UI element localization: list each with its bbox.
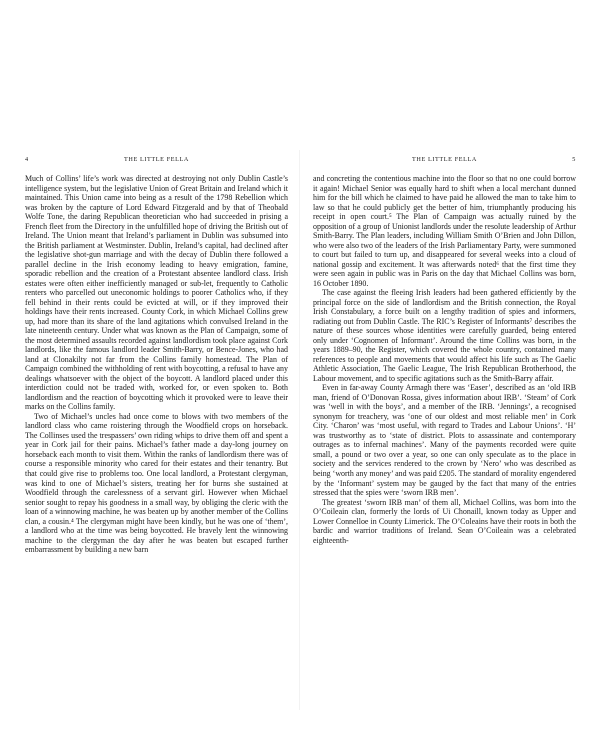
- page-number-left: 4: [25, 156, 29, 163]
- page-number-right: 5: [572, 156, 576, 163]
- right-page-header: [313, 156, 576, 168]
- right-page-body: [313, 174, 576, 545]
- left-page-header: [25, 156, 288, 168]
- paragraph: The case against the fleeing Irish leaders had been gathered efficiently by the principal force on the side of landlordism and the British connection, the Royal Irish Constabulary, a force built on a lengthy tradition of spies and informers, radiating out from Dublin Castle. The RIC’s Register of Informants⁷ describes the nature of these sources whose identities were carefully guarded, being entered only under ‘Cognomen of Informant’. Around the time Collins was born, in the years 1889–90, the Register, which covered the whole country, contained many references to people and movements that would affect his life such as The Gaelic Athletic Association, The Gaelic League, The Irish Republican Brotherhood, the Labour movement, and to specific agitations such as the Smith-Barry affair.: [313, 288, 576, 383]
- left-page: [25, 156, 288, 555]
- paragraph: and concreting the contentious machine into the floor so that no one could borrow it again! Michael Senior was equally hard to shift when a local merchant dunned him for the bill which he claimed to have paid he allowed the man to take him to law so that he could publicly get the better of him, triumphantly producing his receipt in open court.⁵ The Plan of Campaign was actually ruined by the opposition of a group of Unionist landlords under the resolute leadership of Arthur Smith-Barry. The Plan leaders, including William Smith O’Brien and John Dillon, who were also two of the leaders of the Irish Parliamentary Party, were summoned to court but failed to turn up, and disappeared for several weeks into a cloud of national gossip and excitement. It was afterwards noted⁶ that the first time they were seen again in public was in Paris on the day that Michael Collins was born, 16 October 1890.: [313, 174, 576, 288]
- running-head-right: THE LITTLE FELLA: [412, 156, 477, 163]
- paragraph: Even in far-away County Armagh there was ‘Easer’, described as an ‘old IRB man, friend of O’Donovan Rossa, gives information about IRB’. ‘Steam’ of Cork was ‘well in with the boys’, and a member of the IRB. ‘Jennings’, a recognised synonym for treachery, was ‘one of our oldest and most reliable men’ in Cork City. ‘Charon’ was ‘most useful, with regard to Trades and Labour Unions’. ‘H’ was trustworthy as to ‘state of district. Plots to assassinate and contemporary outrages as to infernal machines’. Many of the payments recorded were quite small, a pound or two over a year, so one can only speculate as to the place in society and the services rendered to the crown by ‘Nero’ who was described as being ‘worth any money’ and was paid £205. The standard of morality engendered by the ‘Informant’ system may be gauged by the fact that many of the entries stressed that the spies were ‘sworn IRB men’.: [313, 383, 576, 498]
- right-page: [313, 156, 576, 545]
- page-gutter: [299, 150, 300, 710]
- paragraph: Two of Michael’s uncles had once come to blows with two members of the landlord class who came roistering through the Woodfield crops on horseback. The Collinses used the trespassers’ own riding whips to drive them off and spent a year in Cork jail for their pains. Michael’s father made a day-long journey on horseback each month to visit them. Within the ranks of landlordism there was of course a responsible minority who cared for their estates and their tenantry. But that could give rise to problems too. One local landlord, a Protestant clergyman, was kind to one of Michael’s sisters, treating her for burns she sustained at Woodfield through the carelessness of a servant girl. However when Michael senior sought to repay his goodness in a small way, by obliging the cleric with the loan of a winnowing machine, he was beaten up by another member of the Collins clan, a cousin.⁴ The clergyman might have been kindly, but he was one of ‘them’, a landlord who at the time was being boycotted. He bravely lent the winnowing machine to the clergyman the day after he was beaten but escaped further embarrassment by building a new barn: [25, 411, 288, 555]
- paragraph: The greatest ‘sworn IRB man’ of them all, Michael Collins, was born into the O’Coileain clan, formerly the lords of Ui Chonaill, known today as Upper and Lower Connelloe in County Limerick. The O’Coleains have their roots in both the bardic and warrior traditions of Ireland. Sean O’Coileain was a celebrated eighteenth-: [313, 497, 576, 545]
- left-page-body: [25, 174, 288, 555]
- paragraph: Much of Collins’ life’s work was directed at destroying not only Dublin Castle’s intelligence system, but the legislative Union of Great Britain and Ireland which it maintained. This Union came into being as a result of the 1798 Rebellion which was broken by the capture of Lord Edward Fitzgerald and by that of Theobald Wolfe Tone, the daring Republican theoretician who had succeeded in prising a French fleet from the Directory in the unfulfilled hope of driving the British out of Ireland. The Union meant that Ireland’s parliament in Dublin was subsumed into the British parliament at Westminster. Dublin, Ireland’s capital, had declined after the legislative shot-gun marriage and with the decay of Dublin there followed a parallel decline in the Irish economy leading to heavy emigration, famine, sporadic rebellion and the creation of a Protestant absentee landlord class. Irish estates were often either inefficiently managed or sub-let, frequently to Catholic renters who parcelled out uneconomic holdings to poorer Catholics who, if they fell behind in their rents could be evicted at will, or if they improved their holdings have their rents increased. County Cork, in which Michael Collins grew up, had more than its share of the land agitations which convulsed Ireland in the late nineteenth century. Under what was known as the Plan of Campaign, some of the most determined assaults recorded against landlordism took place against Cork landlords, like the famous landlord leader Smith-Barry, or Bence-Jones, who had land at Clonakilty not far from the Collins family homestead. The Plan of Campaign combined the withholding of rent with boycotting, a refusal to have any dealings whatsoever with the object of the boycott. A landlord placed under this interdiction could not be traded with, worked for, or even spoken to. Both landlordism and the reaction of boycotting which it provoked were to leave their marks on the Collins family.: [25, 174, 288, 412]
- running-head-left: THE LITTLE FELLA: [124, 156, 189, 163]
